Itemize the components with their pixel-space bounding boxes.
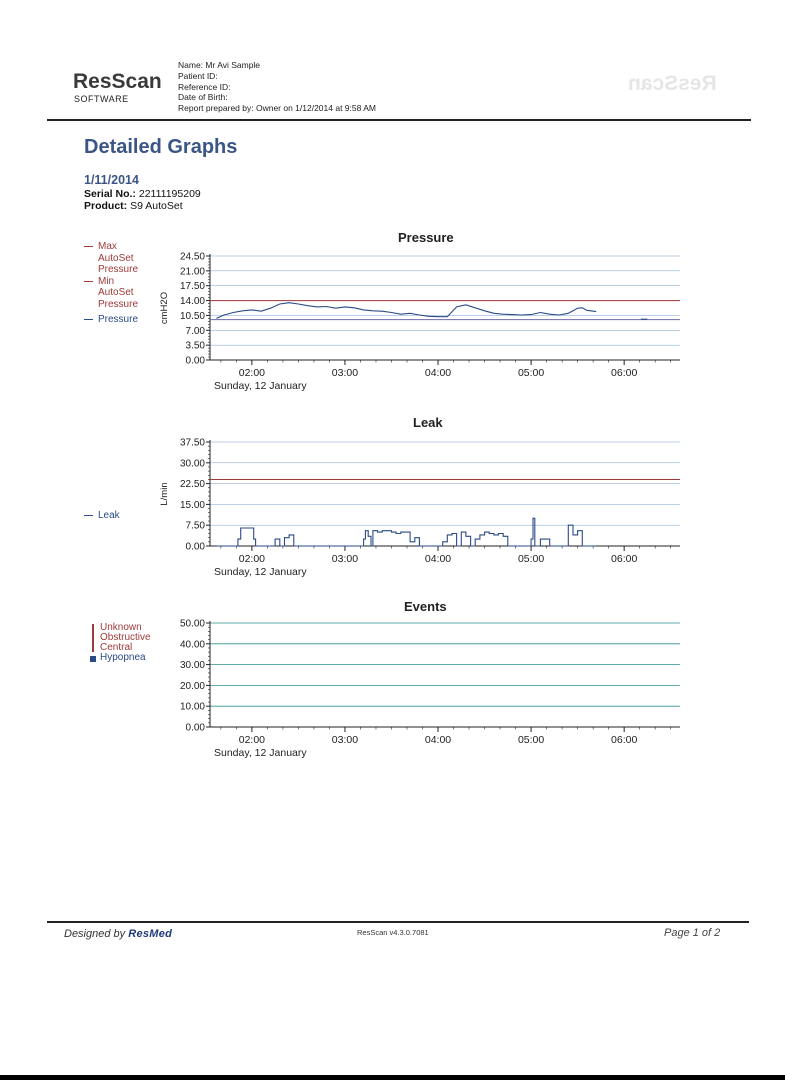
x-tick-label: 04:00 [424, 367, 452, 379]
x-tick-label: 03:00 [331, 553, 359, 565]
y-tick-label: 0.00 [185, 541, 205, 553]
device-info [84, 188, 201, 212]
legend-pressure-label: Pressure [98, 314, 139, 325]
report-date: 1/11/2014 [84, 173, 139, 187]
x-tick-label: 06:00 [611, 553, 638, 565]
footer-designed-by [64, 928, 172, 940]
legend-pressure [84, 314, 148, 326]
reference-id: Reference ID: [178, 81, 231, 92]
resscan-logo: ResScan [73, 70, 162, 93]
date-of-birth: Date of Birth: [178, 92, 228, 103]
legend-leak-swatch [84, 515, 93, 516]
page-number: Page 1 of 2 [664, 927, 721, 939]
events-chart [140, 615, 700, 770]
y-tick-label: 10.50 [179, 310, 205, 322]
x-tick-label: 05:00 [517, 734, 545, 746]
y-tick-label: 20.00 [179, 680, 205, 692]
x-axis-label: Sunday, 12 January [214, 380, 307, 392]
legend-unknown-label: Unknown [100, 622, 142, 633]
y-axis-label: L/min [159, 482, 170, 506]
legend-max-swatch [84, 246, 93, 247]
y-tick-label: 3.50 [185, 340, 205, 352]
events-chart-title: Events [404, 599, 447, 614]
legend-min-label: Min AutoSet Pressure [98, 275, 139, 310]
legend-min-swatch [84, 281, 93, 282]
leak-legend [84, 510, 120, 522]
x-axis-label: Sunday, 12 January [214, 747, 307, 759]
footer-divider [47, 921, 749, 923]
legend-unknown-marker [92, 624, 94, 633]
patient-info [178, 60, 376, 114]
leak-chart [140, 434, 700, 586]
page-title: Detailed Graphs [84, 136, 238, 158]
y-tick-label: 21.00 [179, 266, 205, 278]
leak-chart-title: Leak [413, 415, 443, 430]
x-tick-label: 06:00 [611, 367, 638, 379]
x-tick-label: 06:00 [611, 734, 638, 746]
y-tick-label: 0.00 [185, 355, 205, 367]
y-tick-label: 30.00 [179, 660, 205, 672]
legend-central-label: Central [100, 642, 133, 653]
report-prepared-by: Report prepared by: Owner on 1/12/2014 at 9:58 AM [178, 103, 376, 114]
x-tick-label: 05:00 [517, 553, 545, 565]
y-tick-label: 30.00 [179, 458, 205, 470]
y-tick-label: 50.00 [179, 618, 205, 630]
designed-by-text: Designed by [64, 928, 126, 940]
x-tick-label: 02:00 [238, 553, 266, 565]
serial-label: Serial No.: [84, 188, 136, 200]
legend-hypopnea-marker [90, 656, 96, 662]
resscan-bleedthrough-logo: ResScan [628, 72, 717, 95]
x-tick-label: 02:00 [238, 734, 266, 746]
resscan-logo-subtitle: SOFTWARE [74, 94, 129, 104]
patient-name: Name: Mr Avi Sample [178, 60, 261, 70]
y-tick-label: 22.50 [179, 479, 205, 491]
legend-leak [84, 510, 120, 522]
legend-max-autoset [84, 241, 148, 276]
y-tick-label: 15.00 [179, 499, 205, 511]
x-tick-label: 03:00 [331, 367, 359, 379]
pressure-legend [84, 241, 148, 326]
legend-max-label: Max AutoSet Pressure [98, 241, 139, 275]
legend-min-autoset [84, 276, 148, 311]
y-tick-label: 7.50 [185, 520, 205, 532]
y-tick-label: 14.00 [179, 296, 205, 308]
legend-pressure-swatch [84, 319, 93, 320]
y-tick-label: 17.50 [179, 281, 205, 293]
product-label: Product: [84, 200, 128, 212]
x-tick-label: 04:00 [424, 734, 452, 746]
serial-value: 22111195209 [138, 188, 201, 200]
leak-series-line [217, 518, 597, 546]
resmed-logo: ResMed [128, 928, 173, 940]
y-tick-label: 24.50 [179, 251, 205, 263]
y-tick-label: 0.00 [185, 722, 205, 734]
pressure-chart-title: Pressure [398, 230, 454, 245]
y-tick-label: 37.50 [179, 437, 205, 449]
pressure-chart [140, 248, 700, 400]
x-axis-label: Sunday, 12 January [214, 566, 307, 578]
header-divider [47, 119, 751, 121]
y-tick-label: 40.00 [179, 639, 205, 651]
legend-hypopnea-label: Hypopnea [100, 652, 146, 663]
x-tick-label: 03:00 [331, 734, 359, 746]
y-tick-label: 7.00 [185, 325, 205, 337]
x-tick-label: 04:00 [424, 553, 452, 565]
y-tick-label: 10.00 [179, 701, 205, 713]
patient-id: Patient ID: [178, 70, 218, 81]
y-axis-label: cmH2O [159, 291, 170, 325]
legend-obstructive-marker [92, 633, 94, 643]
legend-leak-label: Leak [98, 510, 120, 521]
legend-obstructive-label: Obstructive [100, 632, 151, 643]
x-tick-label: 02:00 [238, 367, 266, 379]
legend-central-marker [92, 643, 94, 652]
product-value: S9 AutoSet [130, 200, 183, 212]
software-version: ResScan v4.3.0.7081 [357, 928, 429, 937]
scan-edge [0, 1075, 785, 1080]
x-tick-label: 05:00 [517, 367, 545, 379]
pressure-series-line [217, 303, 597, 319]
